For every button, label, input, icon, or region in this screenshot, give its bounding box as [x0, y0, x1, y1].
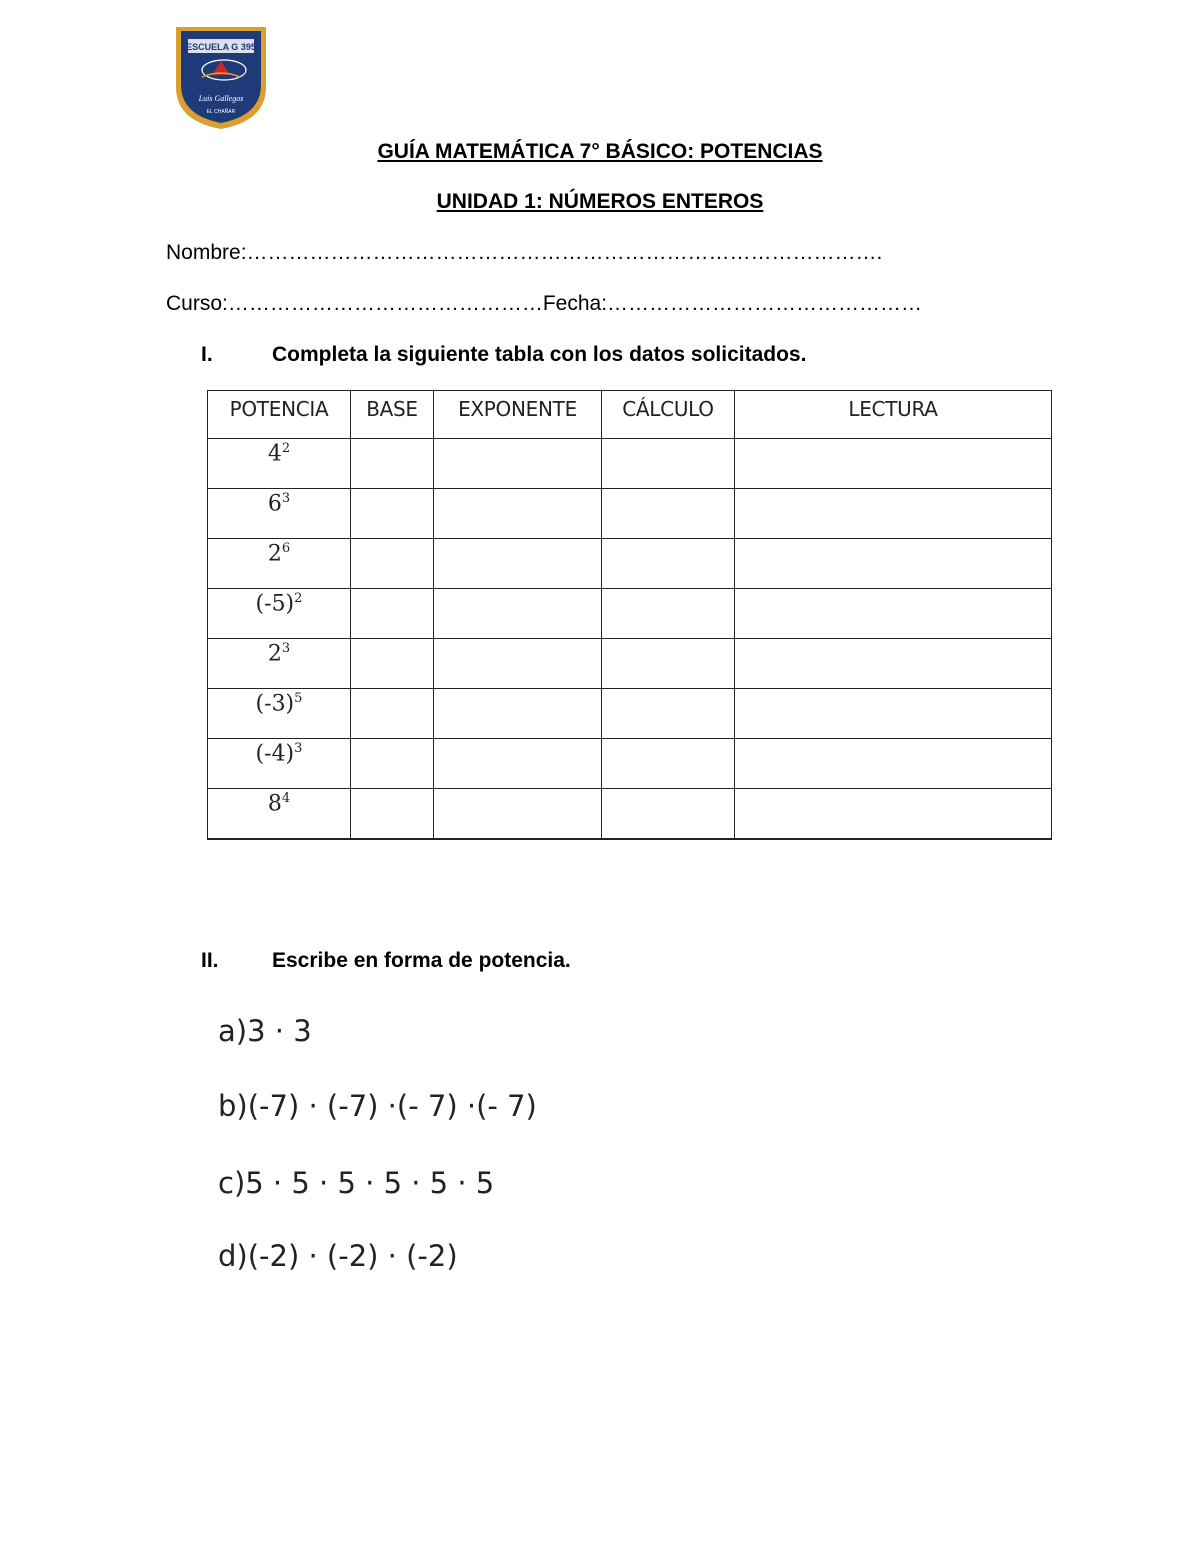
- base-cell[interactable]: [351, 739, 434, 789]
- section-2-text: Escribe en forma de potencia.: [272, 949, 571, 972]
- power-cell: $(-5)^2$: [208, 589, 351, 639]
- exercise-item-d: d)(-2) · (-2) · (-2): [218, 1239, 458, 1273]
- reading-cell[interactable]: [735, 589, 1052, 639]
- reading-cell[interactable]: [735, 539, 1052, 589]
- exercise-item-b: b)(-7) · (-7) ·(- 7) ·(- 7): [218, 1089, 537, 1123]
- calculation-cell[interactable]: [602, 439, 735, 489]
- reading-cell[interactable]: [735, 639, 1052, 689]
- exponent-cell[interactable]: [434, 789, 602, 840]
- base-cell[interactable]: [351, 439, 434, 489]
- base-cell[interactable]: [351, 589, 434, 639]
- header-potencia: POTENCIA: [208, 391, 351, 439]
- logo-text: ESCUELA G 395: [186, 42, 256, 52]
- table-header-row: [208, 391, 1052, 439]
- calculation-cell[interactable]: [602, 539, 735, 589]
- power-cell: $2^6$: [208, 539, 351, 589]
- reading-cell[interactable]: [735, 739, 1052, 789]
- curso-fecha-field[interactable]: Curso:………………………………………Fecha:………………………………………: [166, 292, 923, 315]
- page-subtitle: UNIDAD 1: NÚMEROS ENTEROS: [436, 190, 764, 213]
- reading-cell[interactable]: [735, 689, 1052, 739]
- calculation-cell[interactable]: [602, 489, 735, 539]
- power-cell: $6^3$: [208, 489, 351, 539]
- calculation-cell[interactable]: [602, 689, 735, 739]
- table-row: [208, 789, 1052, 840]
- power-cell: $4^2$: [208, 439, 351, 489]
- exponent-cell[interactable]: [434, 739, 602, 789]
- table-row: [208, 539, 1052, 589]
- exercise-item-a: a)3 · 3: [218, 1014, 312, 1048]
- exponent-cell[interactable]: [434, 439, 602, 489]
- table-row: [208, 689, 1052, 739]
- calculation-cell[interactable]: [602, 639, 735, 689]
- header-calculo: CÁLCULO: [602, 391, 735, 439]
- logo-subtext: Luis Gallegos: [198, 94, 244, 103]
- powers-table: [207, 390, 1052, 840]
- exponent-cell[interactable]: [434, 489, 602, 539]
- calculation-cell[interactable]: [602, 589, 735, 639]
- exponent-cell[interactable]: [434, 689, 602, 739]
- reading-cell[interactable]: [735, 789, 1052, 840]
- base-cell[interactable]: [351, 539, 434, 589]
- header-exponente: EXPONENTE: [434, 391, 602, 439]
- section-1-text: Completa la siguiente tabla con los datos solicitados.: [272, 343, 807, 366]
- section-1-number: I.: [201, 343, 213, 366]
- reading-cell[interactable]: [735, 489, 1052, 539]
- header-lectura: LECTURA: [735, 391, 1052, 439]
- base-cell[interactable]: [351, 689, 434, 739]
- exponent-cell[interactable]: [434, 589, 602, 639]
- table-row: [208, 639, 1052, 689]
- section-2-number: II.: [201, 949, 219, 972]
- power-cell: $(-4)^3$: [208, 739, 351, 789]
- table-row: [208, 589, 1052, 639]
- table-row: [208, 489, 1052, 539]
- header-base: BASE: [351, 391, 434, 439]
- power-cell: $8^4$: [208, 789, 351, 840]
- base-cell[interactable]: [351, 639, 434, 689]
- exercise-item-c: c)5 · 5 · 5 · 5 · 5 · 5: [218, 1166, 495, 1200]
- table-row: [208, 739, 1052, 789]
- nombre-field[interactable]: Nombre:……………………………………………………………………………….: [166, 241, 883, 264]
- reading-cell[interactable]: [735, 439, 1052, 489]
- calculation-cell[interactable]: [602, 739, 735, 789]
- exponent-cell[interactable]: [434, 539, 602, 589]
- base-cell[interactable]: [351, 489, 434, 539]
- calculation-cell[interactable]: [602, 789, 735, 840]
- power-cell: $(-3)^5$: [208, 689, 351, 739]
- logo-place: EL CHAÑAR: [206, 109, 236, 115]
- school-logo: [172, 25, 270, 131]
- page-title: GUÍA MATEMÁTICA 7° BÁSICO: POTENCIAS: [377, 140, 823, 163]
- base-cell[interactable]: [351, 789, 434, 840]
- exponent-cell[interactable]: [434, 639, 602, 689]
- power-cell: $2^3$: [208, 639, 351, 689]
- table-row: [208, 439, 1052, 489]
